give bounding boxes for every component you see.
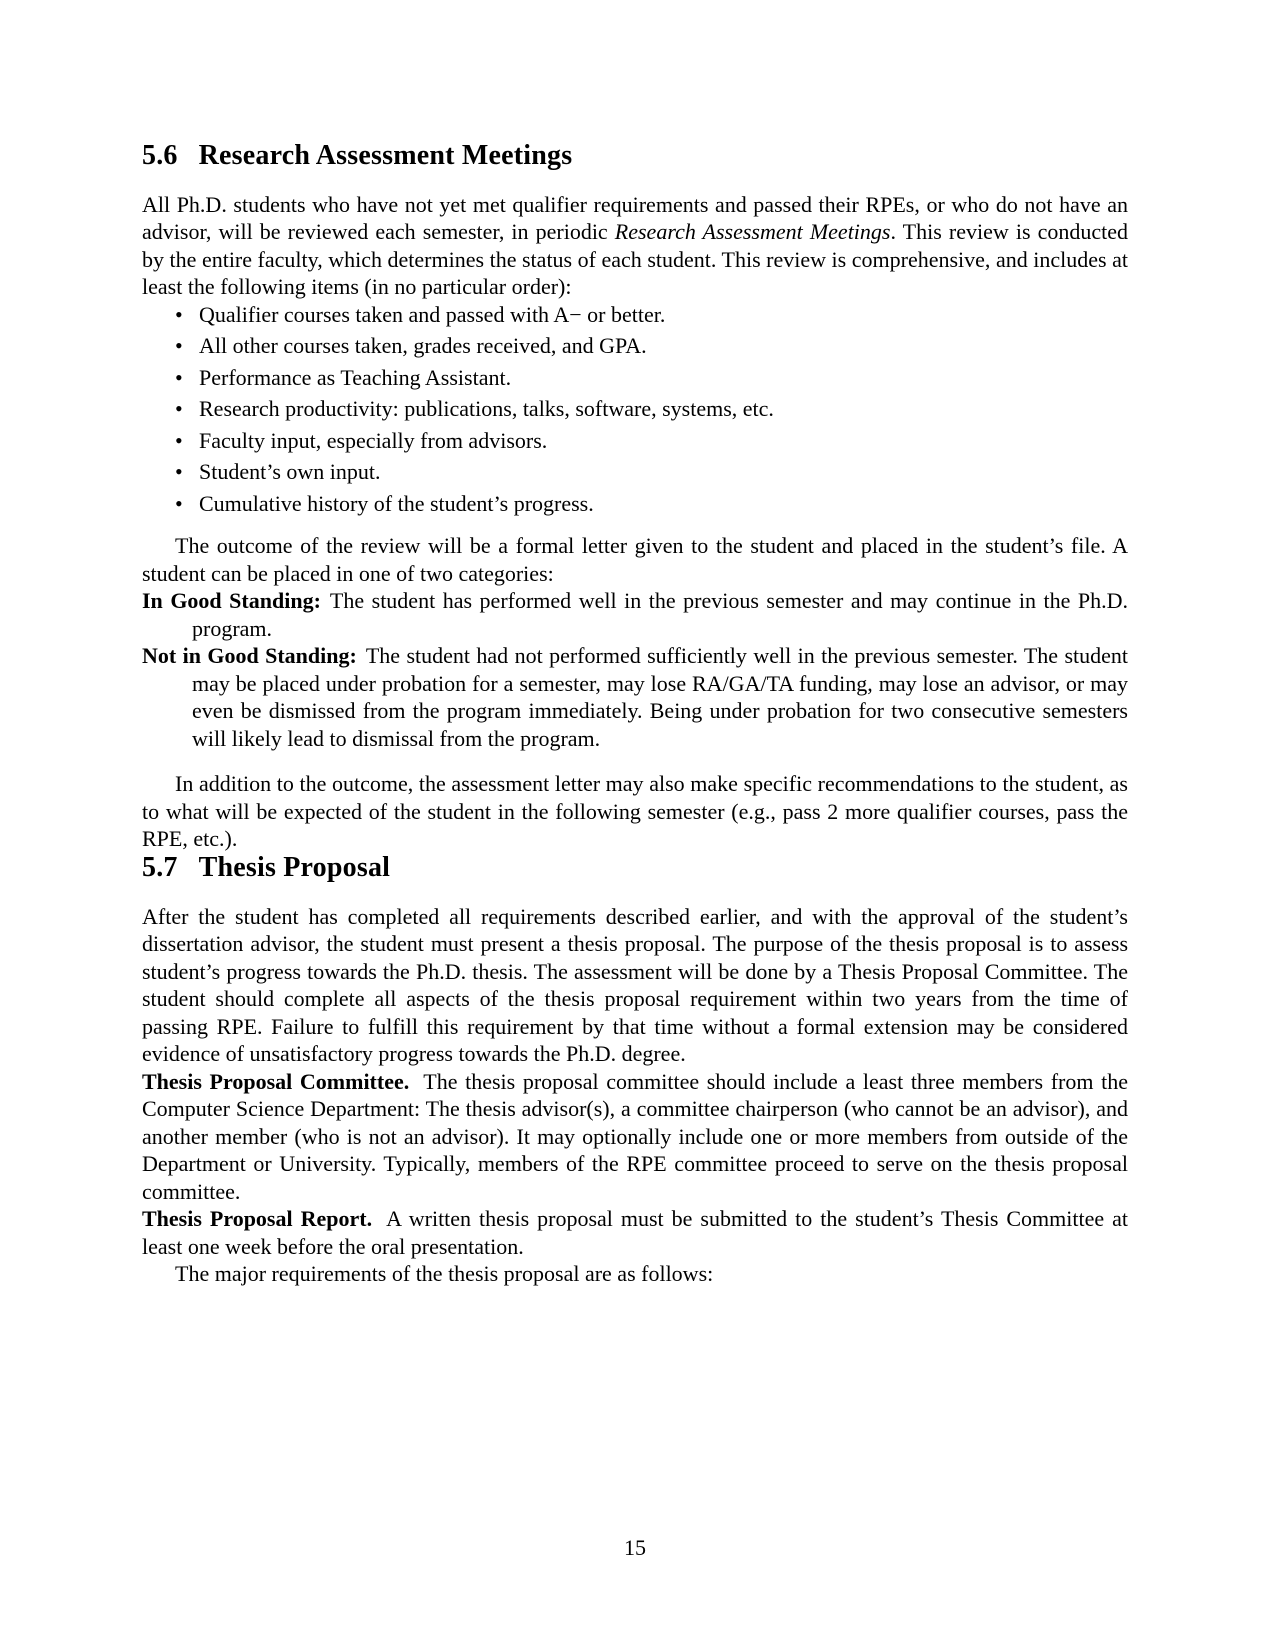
list-item-ta-performance: • Performance as Teaching Assistant. (199, 364, 1128, 392)
committee-text: The thesis proposal committee should include a least three members from the Computer Science Department: The thesis advisor(s), a committee chairperson (who cannot be an advisor), and another member (who is not an advisor). It may optionally include one or more members from outside of the Department or University. Typically, members of the RPE committee proceed to serve on the thesis proposal committee. (142, 1068, 1128, 1204)
section-heading-5-6 (142, 141, 1128, 172)
list-item-cumulative-history: • Cumulative history of the student’s progress. (199, 490, 1128, 518)
paragraph-assessment-recommendations: In addition to the outcome, the assessment letter may also make specific recommendations to the student, as to what will be expected of the student in the following semester (e.g., pass 2 more qualifier courses, pass the RPE, etc.). (142, 771, 1128, 852)
intro-text-pre: All Ph.D. students who have not yet met qualifier requirements and passed their RPEs, or who do not have an advisor, will be reviewed each semester, in periodic (142, 191, 1128, 245)
section-number: 5.6 (142, 140, 178, 171)
standing-categories-list (142, 587, 1128, 752)
paragraph-thesis-proposal-committee (142, 1068, 1128, 1206)
section-heading-5-7 (142, 853, 1128, 884)
paragraph-review-outcome: The outcome of the review will be a formal letter given to the student and placed in the student’s file. A student can be placed in one of two categories: (142, 533, 1128, 586)
section-number: 5.7 (142, 851, 178, 883)
paragraph-thesis-proposal-report (142, 1205, 1128, 1260)
runin-heading-committee: Thesis Proposal Committee. (142, 1068, 410, 1094)
category-label: Not in Good Standing: (142, 643, 357, 669)
section-title: Research Assessment Meetings (198, 140, 573, 171)
category-label: In Good Standing: (142, 588, 321, 614)
review-items-list (142, 301, 1128, 518)
list-item-student-input: • Student’s own input. (199, 458, 1128, 486)
list-item-qualifier-courses: • Qualifier courses taken and passed with A− or better. (199, 301, 1128, 329)
paragraph-report-requirements: The major requirements of the thesis proposal are as follows: (175, 1261, 714, 1287)
category-item-not-good-standing (142, 642, 1128, 752)
section-title: Thesis Proposal (198, 851, 391, 883)
category-item-good-standing (142, 587, 1128, 642)
page-content (142, 141, 1128, 1288)
report-text: A written thesis proposal must be submitted to the student’s Thesis Committee at least one week before the oral presentation. (142, 1206, 1128, 1259)
page-number: 15 (624, 1535, 646, 1560)
list-item-other-courses: • All other courses taken, grades received, and GPA. (199, 332, 1128, 360)
category-text: The student had not performed sufficiently well in the previous semester. The student may be placed under probation for a semester, may lose RA/GA/TA funding, may lose an advisor, or may even be dismissed from the program immediately. Being under probation for two consecutive semesters will likely lead to dismissal from the program. (192, 643, 1128, 751)
category-text: The student has performed well in the previous semester and may continue in the Ph.D. program. (192, 588, 1128, 641)
runin-heading-report: Thesis Proposal Report. (142, 1206, 373, 1232)
paragraph-thesis-proposal-intro: After the student has completed all requirements described earlier, and with the approval of the student’s dissertation advisor, the student must present a thesis proposal. The purpose of the thesis proposal is to assess student’s progress towards the Ph.D. thesis. The assessment will be done by a Thesis Proposal Committee. The student should complete all aspects of the thesis proposal requirement within two years from the time of passing RPE. Failure to fulfill this requirement by that time without a formal extension may be considered evidence of unsatisfactory progress towards the Ph.D. degree. (142, 903, 1128, 1067)
intro-text-italic: Research Assessment Meetings (614, 219, 891, 245)
list-item-research-productivity: • Research productivity: publications, talks, software, systems, etc. (199, 395, 1128, 423)
intro-text-post: . This review is conducted by the entire faculty, which determines the status of each student. This review is comprehensive, and includes at least the following items (in no particular order): (142, 219, 1128, 300)
paragraph-research-assessment-intro (142, 191, 1128, 301)
list-item-faculty-input: • Faculty input, especially from advisors. (199, 427, 1128, 455)
